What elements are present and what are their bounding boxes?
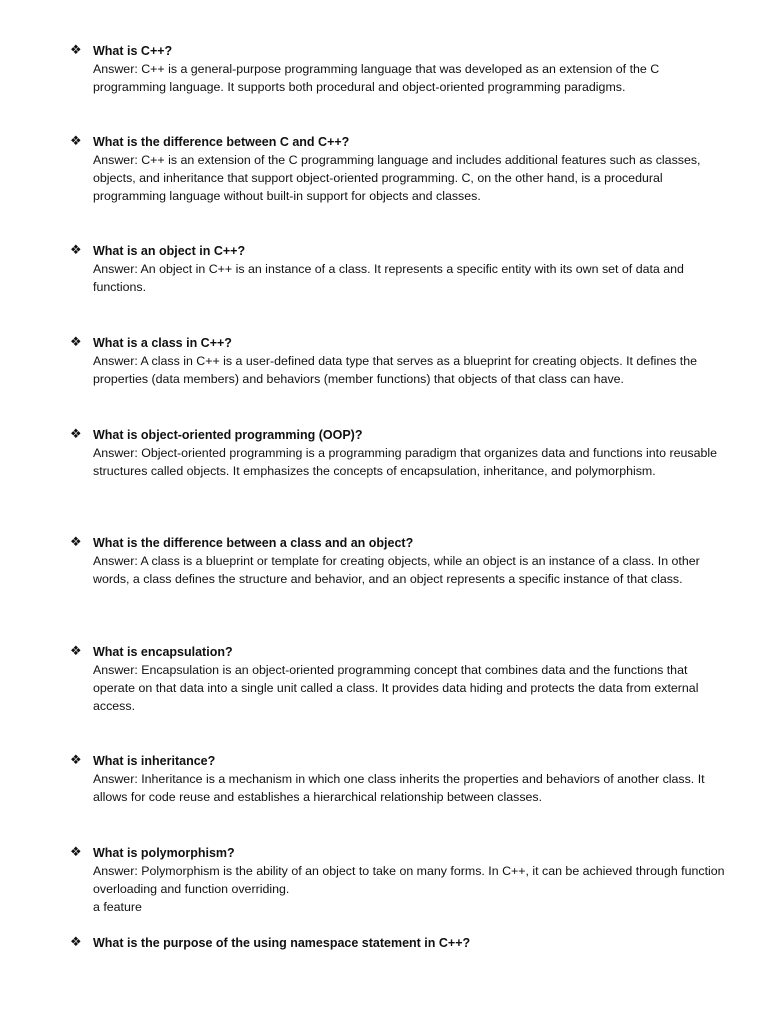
question-heading: What is a class in C++?	[93, 336, 232, 350]
question-heading: What is object-oriented programming (OOP)?	[93, 428, 363, 442]
diamond-bullet-icon: ❖	[70, 845, 82, 860]
question-heading: What is polymorphism?	[93, 846, 235, 860]
answer-text: Answer: Object-oriented programming is a programming paradigm that organizes data and functions into reusable structures called objects. It emphasizes the concepts of encapsulation, inheritance, and polymorphism.	[93, 446, 717, 479]
diamond-bullet-icon: ❖	[70, 43, 82, 58]
question-heading: What is encapsulation?	[93, 645, 233, 659]
answer-extra-text: a feature	[93, 900, 142, 915]
answer-text: Answer: Encapsulation is an object-oriented programming concept that combines data and the functions that operate on that data into a single unit called a class. It provides data hiding and protects the data from external access.	[93, 663, 699, 714]
diamond-bullet-icon: ❖	[70, 335, 82, 350]
answer-text: Answer: A class in C++ is a user-defined data type that serves as a blueprint for creating objects. It defines the properties (data members) and behaviors (member functions) that objects of that class can have.	[93, 354, 698, 387]
qa-item-7	[70, 643, 730, 716]
diamond-bullet-icon: ❖	[70, 243, 82, 258]
answer-text: Answer: C++ is a general-purpose programming language that was developed as an extension of the C programming language. It supports both procedural and object-oriented programming paradigms.	[93, 62, 660, 95]
qa-item-10	[70, 934, 730, 952]
answer-text: Answer: C++ is an extension of the C programming language and includes additional features such as classes, objects, and inheritance that support object-oriented programming. C, on the other hand, is a procedural programming language without built-in support for objects and classes.	[93, 153, 701, 204]
answer-text: Answer: Polymorphism is the ability of an object to take on many forms. In C++, it can be achieved through function overloading and function overriding.	[93, 864, 725, 897]
question-heading: What is an object in C++?	[93, 244, 246, 258]
diamond-bullet-icon: ❖	[70, 644, 82, 659]
qa-item-6	[70, 534, 730, 588]
diamond-bullet-icon: ❖	[70, 427, 82, 442]
answer-text: Answer: A class is a blueprint or template for creating objects, while an object is an instance of a class. In other words, a class defines the structure and behavior, and an object represents a specific instance of that class.	[93, 554, 700, 587]
qa-item-1	[70, 42, 730, 96]
question-heading: What is C++?	[93, 44, 173, 58]
question-heading: What is inheritance?	[93, 754, 216, 768]
qa-item-9	[70, 844, 730, 917]
qa-item-4	[70, 334, 730, 388]
question-heading: What is the difference between C and C++?	[93, 135, 350, 149]
answer-text: Answer: Inheritance is a mechanism in which one class inherits the properties and behaviors of another class. It allows for code reuse and establishes a hierarchical relationship between classes.	[93, 772, 705, 805]
qa-item-8	[70, 752, 730, 806]
answer-text: Answer: An object in C++ is an instance of a class. It represents a specific entity with its own set of data and functions.	[93, 262, 684, 295]
qa-item-2	[70, 133, 730, 206]
diamond-bullet-icon: ❖	[70, 535, 82, 550]
qa-item-5	[70, 426, 730, 480]
question-heading: What is the purpose of the using namespace statement in C++?	[93, 936, 471, 950]
qa-item-3	[70, 242, 730, 296]
diamond-bullet-icon: ❖	[70, 753, 82, 768]
diamond-bullet-icon: ❖	[70, 134, 82, 149]
diamond-bullet-icon: ❖	[70, 935, 82, 950]
question-heading: What is the difference between a class and an object?	[93, 536, 414, 550]
